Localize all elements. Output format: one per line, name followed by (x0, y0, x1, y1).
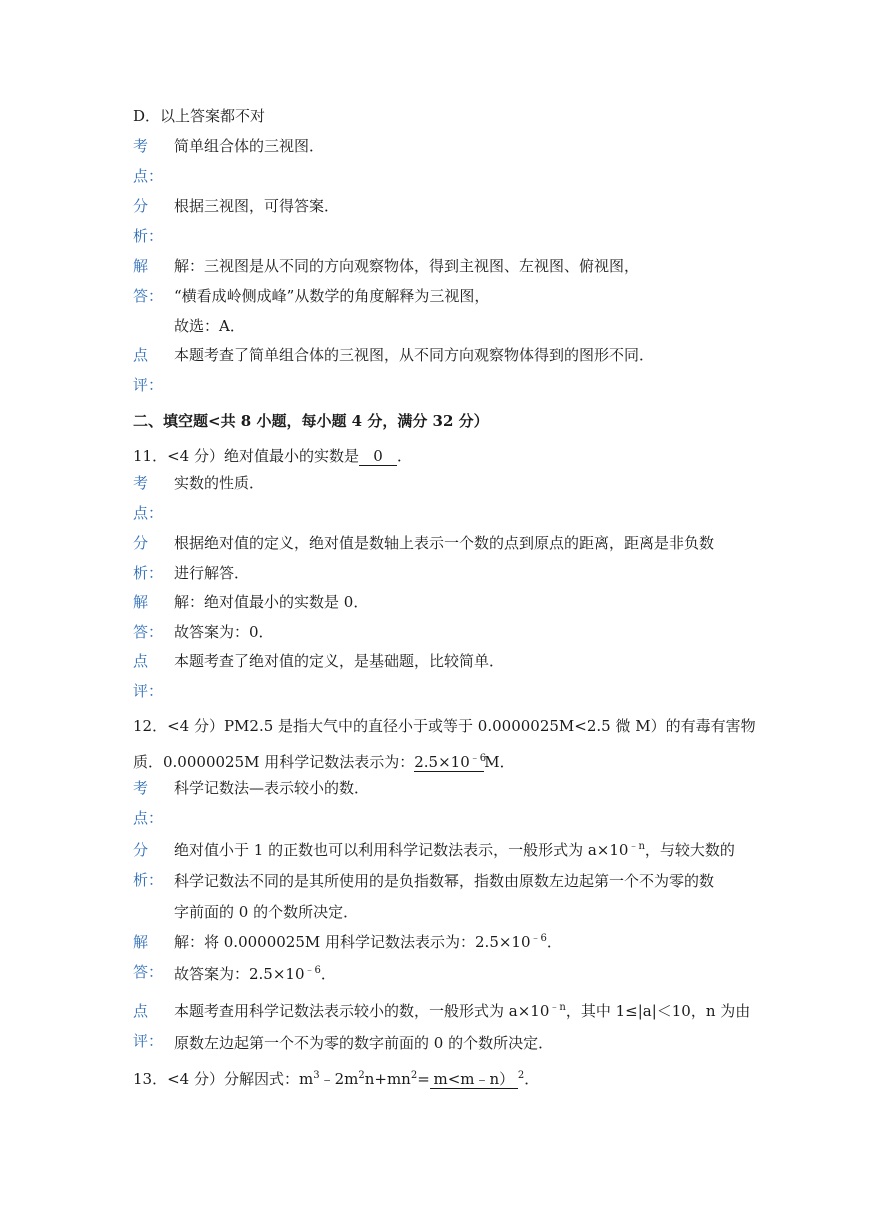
fenxi-label-1: 分 (133, 841, 149, 859)
q10-dianping-text: 本题考查了简单组合体的三视图，从不同方向观察物体得到的图形不同． (174, 346, 655, 364)
q13-answer-exp: 2 (517, 1070, 525, 1081)
dianping-label-1: 点 (133, 346, 149, 364)
q10-jieda-line-3: 故选：A． (174, 317, 245, 335)
q10-jieda-line-1: 解：三视图是从不同的方向观察物体，得到主视图、左视图、俯视图， (174, 257, 640, 275)
q13-stem-mid1: ﹣2m (319, 1070, 359, 1088)
kaodian-label-1: 考 (133, 779, 149, 797)
q12-jieda-line-1 (174, 932, 562, 952)
q12-answer-exp: ﹣6 (469, 753, 487, 764)
q12-dianping-line-2: 原数左边起第一个不为零的数字前面的 0 的个数所决定． (174, 1034, 554, 1052)
option-d: D．以上答案都不对 (133, 107, 266, 125)
q12-jieda-line-2 (174, 964, 336, 984)
q12-fenxi-post: ，与较大数的 (644, 841, 735, 859)
dianping-label-2: 评： (133, 376, 164, 394)
q13-stem-mid3: = (417, 1070, 430, 1088)
q13-exp-n2: 2 (410, 1070, 418, 1081)
dianping-label-2: 评： (133, 1032, 164, 1050)
kaodian-label-1: 考 (133, 137, 149, 155)
q12-stem-line-1: 12．<4 分）PM2.5 是指大气中的直径小于或等于 0.0000025M<2.5 微 M）的有毒有害物 (133, 717, 756, 735)
q12-answer-base: 2.5×10 (414, 753, 470, 771)
q12-kaodian-text: 科学记数法—表示较小的数． (174, 779, 370, 797)
jieda-label-2: 答： (133, 287, 164, 305)
q13-stem-mid2: n+mn (364, 1070, 411, 1088)
q13-exp-m2: 2 (358, 1070, 365, 1081)
jieda-label-1: 解 (133, 257, 149, 275)
jieda-label-2: 答： (133, 963, 164, 981)
jieda-label-2: 答： (133, 623, 164, 641)
q10-fenxi-text: 根据三视图，可得答案． (174, 197, 340, 215)
q12-answer (414, 753, 487, 772)
q12-stem-line-2 (133, 752, 515, 772)
q12-jieda-post: ． (546, 933, 562, 951)
q13-answer: m<m﹣n） (430, 1070, 518, 1089)
q11-dianping-text: 本题考查了绝对值的定义，是基础题，比较简单． (174, 652, 505, 670)
jieda-label-1: 解 (133, 933, 149, 951)
q12-dianping-post: ，其中 1≤|a|＜10，n 为由 (565, 1002, 751, 1020)
q11-jieda-line-1: 解：绝对值最小的实数是 0． (174, 593, 369, 611)
q13-stem (133, 1069, 539, 1089)
q11-fenxi-line-1: 根据绝对值的定义，绝对值是数轴上表示一个数的点到原点的距离，距离是非负数 (174, 534, 715, 552)
q10-kaodian-text: 简单组合体的三视图． (174, 137, 325, 155)
q12-dianping-line-1 (174, 1001, 750, 1021)
section-heading: 二、填空题<共 8 小题，每小题 4 分，满分 32 分） (133, 412, 489, 430)
kaodian-label-2: 点： (133, 167, 164, 185)
q13-stem-post: ． (524, 1070, 540, 1088)
q12-dianping-exp: ﹣n (549, 1002, 566, 1013)
fenxi-label-2: 析： (133, 227, 164, 245)
fenxi-label-2: 析： (133, 871, 164, 889)
q12-fenxi-line-3: 字前面的 0 的个数所决定． (174, 903, 359, 921)
q12-dianping-pre: 本题考查用科学记数法表示较小的数，一般形式为 a×10 (174, 1002, 550, 1020)
fenxi-label-1: 分 (133, 197, 149, 215)
q11-stem (133, 446, 412, 466)
q12-stem-pre: 质．0.0000025M 用科学记数法表示为： (133, 753, 415, 771)
fenxi-label-2: 析： (133, 564, 164, 582)
q11-stem-post: ． (396, 447, 412, 465)
kaodian-label-1: 考 (133, 474, 149, 492)
q12-jieda2-exp: ﹣6 (304, 965, 321, 976)
q12-fenxi-line-1 (174, 840, 735, 860)
q12-fenxi-exp: ﹣n (628, 841, 645, 852)
q12-fenxi-line-2: 科学记数法不同的是其所使用的是负指数幂，指数由原数左边起第一个不为零的数 (174, 872, 715, 890)
q11-stem-pre: 11．<4 分）绝对值最小的实数是 (133, 447, 359, 465)
jieda-label-1: 解 (133, 593, 149, 611)
fenxi-label-1: 分 (133, 534, 149, 552)
kaodian-label-2: 点： (133, 809, 164, 827)
q13-exp-m3: 3 (313, 1070, 320, 1081)
dianping-label-1: 点 (133, 1002, 149, 1020)
q11-kaodian-text: 实数的性质． (174, 474, 265, 492)
q12-fenxi-pre: 绝对值小于 1 的正数也可以利用科学记数法表示，一般形式为 a×10 (174, 841, 629, 859)
q12-jieda-pre: 解：将 0.0000025M 用科学记数法表示为：2.5×10 (174, 933, 531, 951)
q10-jieda-line-2: “横看成岭侧成峰”从数学的角度解释为三视图， (174, 287, 490, 305)
kaodian-label-2: 点： (133, 504, 164, 522)
q12-stem-post: M． (484, 753, 515, 771)
q11-jieda-line-2: 故答案为：0． (174, 623, 274, 641)
q12-jieda2-pre: 故答案为：2.5×10 (174, 965, 305, 983)
dianping-label-2: 评： (133, 682, 164, 700)
q12-jieda2-post: ． (320, 965, 336, 983)
q11-fenxi-line-2: 进行解答． (174, 564, 250, 582)
q11-answer: 0 (359, 447, 397, 466)
q12-jieda-exp: ﹣6 (530, 933, 547, 944)
dianping-label-1: 点 (133, 652, 149, 670)
q13-stem-pre: 13．<4 分）分解因式：m (133, 1070, 314, 1088)
